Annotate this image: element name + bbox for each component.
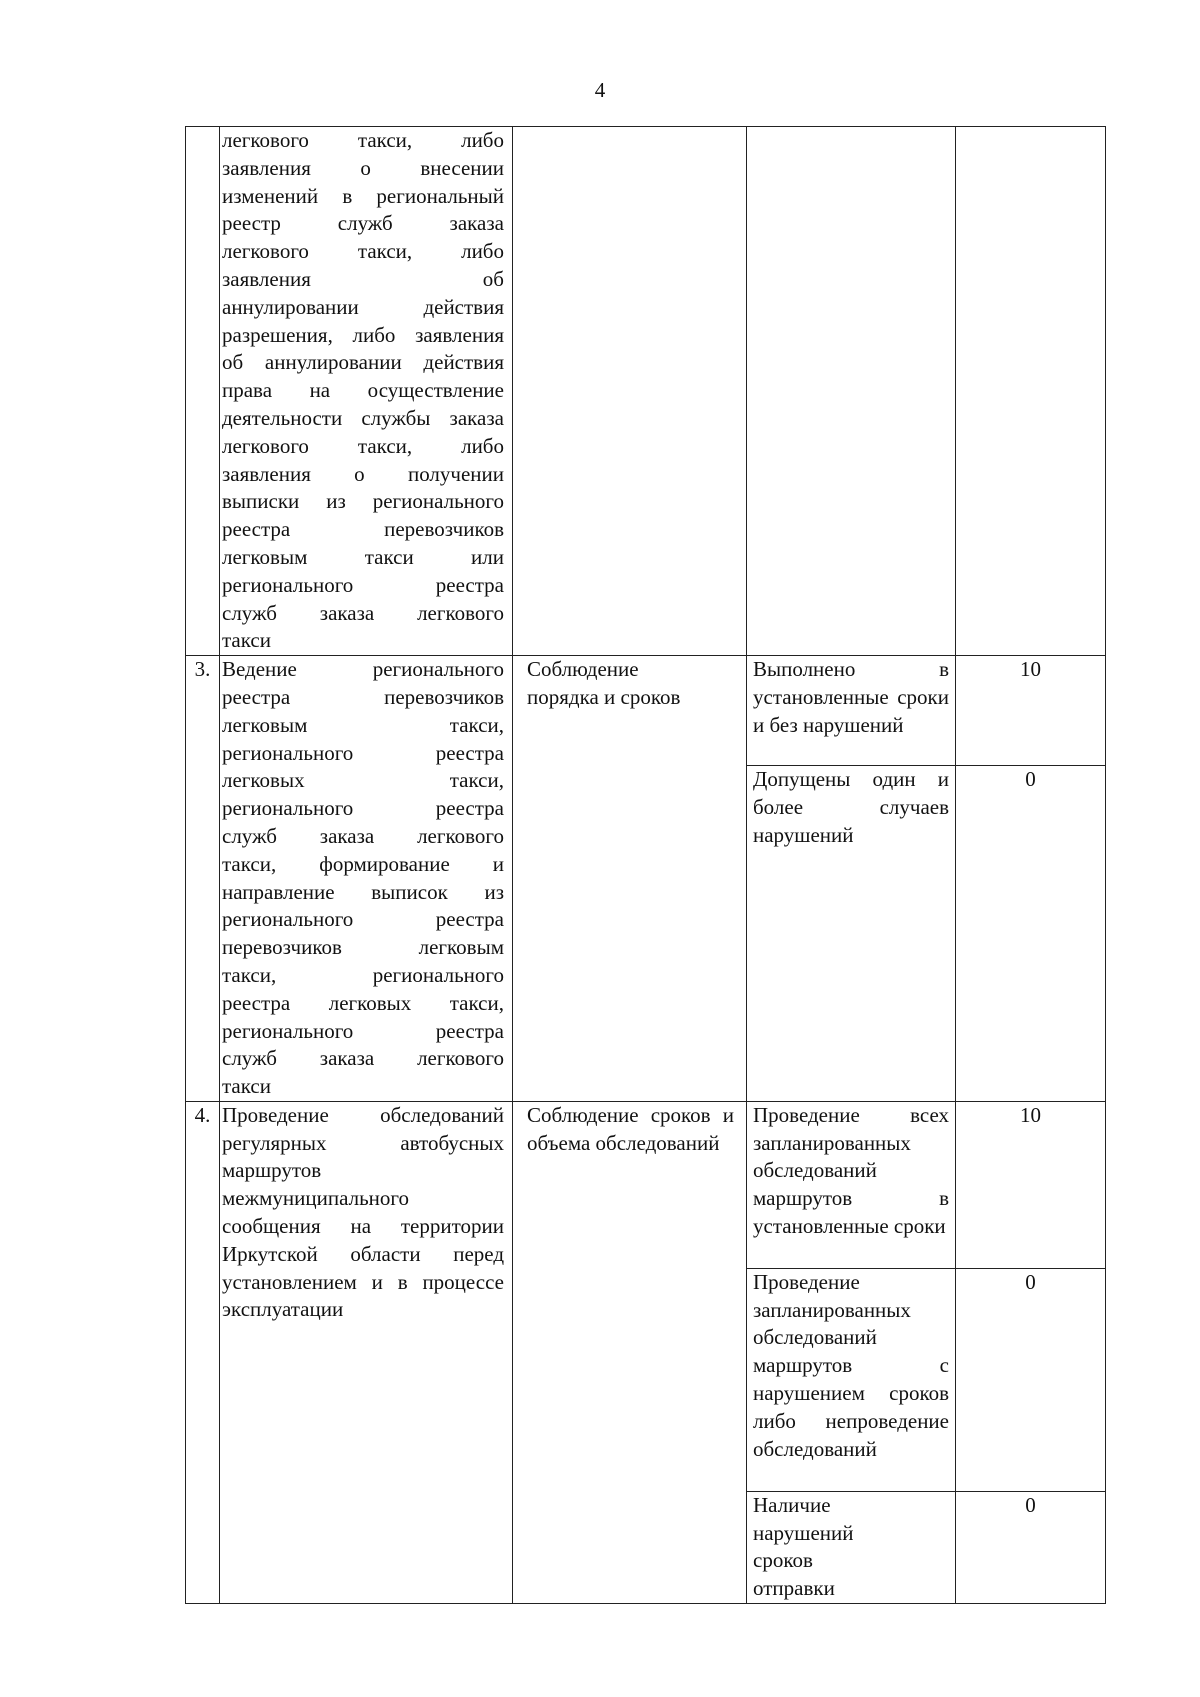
description-cell (220, 127, 513, 656)
description-line: межмуниципального (222, 1186, 409, 1211)
description-line: эксплуатации (222, 1297, 344, 1322)
description-line: маршрутов (222, 1158, 322, 1183)
table-row (186, 127, 1106, 656)
row-number-cell: 3. (186, 656, 220, 1102)
description-line: регионального реестра (222, 796, 504, 821)
description-line: служб заказа легкового (222, 1046, 504, 1071)
page-number: 4 (594, 78, 606, 102)
description-line: права на осуществление (222, 378, 504, 403)
criteria-cell: Проведение запланированных обследований маршрутов с нарушением сроков либо непроведение обследований (747, 1268, 956, 1491)
description-cell (220, 1101, 513, 1603)
description-line: деятельности службы заказа (222, 405, 504, 430)
description-line: заявления о получении (222, 461, 504, 486)
description-line: аннулировании действия (222, 294, 504, 319)
indicator-cell: Соблюдение порядка и сроков (513, 656, 747, 1102)
criteria-cell: Выполнено в установленные сроки и без нарушений (747, 656, 956, 766)
description-line: регулярных автобусных (222, 1130, 504, 1155)
table-row (186, 1101, 1106, 1268)
description-line: легкового такси, либо (222, 433, 504, 458)
description-line: служб заказа легкового (222, 823, 504, 848)
description-line: такси (222, 1074, 271, 1099)
row-number-cell: 4. (186, 1101, 220, 1603)
criteria-table (185, 126, 1106, 1604)
description-line: Ведение регионального (222, 657, 504, 682)
description-line: направление выписок из (222, 879, 504, 904)
description-line: сообщения на территории (222, 1214, 504, 1239)
score-cell (956, 127, 1106, 656)
indicator-cell: Соблюдение сроков и объема обследований (513, 1101, 747, 1603)
description-line: разрешения, либо заявления (222, 322, 504, 347)
description-line: регионального реестра (222, 572, 504, 597)
criteria-cell: Проведение всех запланированных обследований маршрутов в установленные сроки (747, 1101, 956, 1268)
table-row (186, 656, 1106, 766)
description-line: реестра перевозчиков (222, 517, 504, 542)
description-line: регионального реестра (222, 1018, 504, 1043)
score-cell: 0 (956, 766, 1106, 1102)
score-cell: 0 (956, 1268, 1106, 1491)
description-line: регионального реестра (222, 907, 504, 932)
description-line: легкового такси, либо (222, 128, 504, 152)
description-line: Иркутской области перед (222, 1241, 504, 1266)
description-line: об аннулировании действия (222, 350, 504, 375)
description-line: такси, регионального (222, 962, 504, 987)
description-line: выписки из регионального (222, 489, 504, 514)
row-number-cell (186, 127, 220, 656)
description-line: такси (222, 628, 271, 653)
description-line: служб заказа легкового (222, 600, 504, 625)
description-line: Проведение обследований (222, 1102, 504, 1127)
description-line: реестра легковых такси, (222, 990, 504, 1015)
description-line: реестр служб заказа (222, 211, 504, 236)
description-line: изменений в региональный (222, 183, 504, 208)
score-cell: 10 (956, 656, 1106, 766)
criteria-cell: Допущены один и более случаев нарушений (747, 766, 956, 1102)
indicator-cell (513, 127, 747, 656)
score-cell: 10 (956, 1101, 1106, 1268)
description-line: такси, формирование и (222, 851, 504, 876)
description-line: легковым такси, (222, 712, 504, 737)
description-line: легковых такси, (222, 768, 504, 793)
criteria-cell: Наличие нарушений сроков отправки (747, 1491, 956, 1603)
description-line: легковым такси или (222, 544, 504, 569)
description-line: перевозчиков легковым (222, 935, 504, 960)
description-cell (220, 656, 513, 1102)
description-line: заявления об (222, 266, 504, 291)
description-line: реестра перевозчиков (222, 684, 504, 709)
description-line: установлением и в процессе (222, 1269, 504, 1294)
description-line: регионального реестра (222, 740, 504, 765)
criteria-cell (747, 127, 956, 656)
description-line: заявления о внесении (222, 155, 504, 180)
score-cell: 0 (956, 1491, 1106, 1603)
description-line: легкового такси, либо (222, 239, 504, 264)
